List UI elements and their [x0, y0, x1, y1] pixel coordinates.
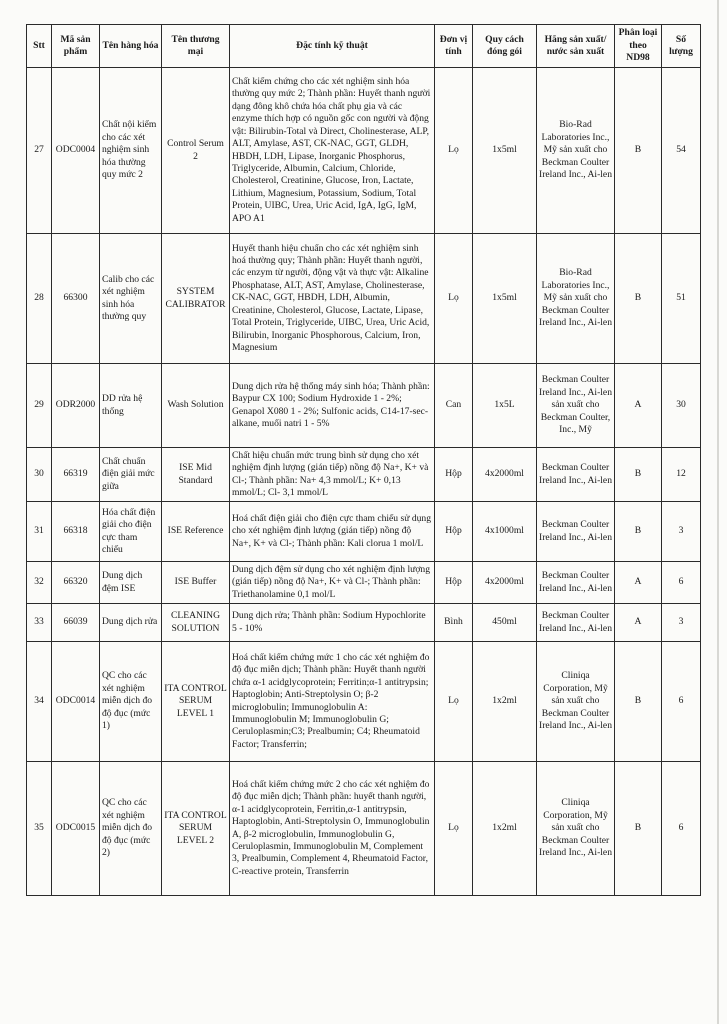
cell-trade: ISE Buffer — [162, 562, 230, 604]
cell-spec: Dung dịch rửa; Thành phần: Sodium Hypochlorite 5 - 10% — [230, 604, 435, 642]
cell-spec: Hoá chất kiểm chứng mức 2 cho các xét nghiệm đo độ đục miễn dịch; Thành phần: huyết thanh người, α-1 acidglycoprotein, Ferritin,α-1 antitrypsin, Haptoglobin, Anti-Streptolysin O, Immunoglobulin A, β-2 microglobulin, Immunoglobulin G, Ceruloplasmin, Immunoglobulin M, Complement 3, Prealbumin, Complement 4, Rheumatoid Factor, C-reactive protein, Transferrin — [230, 762, 435, 896]
header-spec: Đặc tính kỹ thuật — [230, 25, 435, 68]
table-row — [27, 762, 701, 896]
header-code: Mã sản phẩm — [52, 25, 100, 68]
cell-qty: 6 — [662, 562, 701, 604]
cell-maker: Beckman Coulter Ireland Inc., Ai-len — [537, 502, 615, 562]
cell-unit: Can — [435, 364, 473, 448]
cell-maker: Bio-Rad Laboratories Inc., Mỹ sản xuất cho Beckman Coulter Ireland Inc., Ai-len — [537, 234, 615, 364]
cell-maker: Beckman Coulter Ireland Inc., Ai-len — [537, 448, 615, 502]
header-name: Tên hàng hóa — [100, 25, 162, 68]
table-row — [27, 562, 701, 604]
header-unit: Đơn vị tính — [435, 25, 473, 68]
cell-name: Hóa chất điện giải cho điện cực tham chiếu — [100, 502, 162, 562]
cell-qty: 3 — [662, 604, 701, 642]
cell-code: 66319 — [52, 448, 100, 502]
cell-name: QC cho các xét nghiệm miễn dịch đo độ đục (mức 1) — [100, 642, 162, 762]
cell-code: ODC0015 — [52, 762, 100, 896]
cell-pack: 1x5L — [473, 364, 537, 448]
cell-class: B — [615, 68, 662, 234]
table-row — [27, 68, 701, 234]
cell-unit: Lọ — [435, 68, 473, 234]
table-row — [27, 448, 701, 502]
header-stt: Stt — [27, 25, 52, 68]
cell-pack: 4x1000ml — [473, 502, 537, 562]
cell-class: A — [615, 562, 662, 604]
cell-name: Chất nội kiểm cho các xét nghiệm sinh hóa thường quy mức 2 — [100, 68, 162, 234]
cell-class: B — [615, 642, 662, 762]
cell-trade: SYSTEM CALIBRATOR — [162, 234, 230, 364]
cell-maker: Beckman Coulter Ireland Inc., Ai-len — [537, 562, 615, 604]
cell-trade: ISE Mid Standard — [162, 448, 230, 502]
cell-stt: 34 — [27, 642, 52, 762]
cell-spec: Huyết thanh hiệu chuẩn cho các xét nghiệm sinh hoá thường quy; Thành phần: Huyết thanh người, các enzym từ người, động vật và thực vật: Alkaline Phosphatase, ALT, AST, Amylase, Cholinesterase, CK-NAC, GGT, HBDH, LDH, Albumin, Creatinine, Cholesterol, Glucose, Lactate, Lipase, Total Protein, Triglyceride, UIBC, Urea, Uric Acid, Bilirubin, Inorganic Phosphorous, Calcium, Iron, Magnesium — [230, 234, 435, 364]
cell-trade: ITA CONTROL SERUM LEVEL 2 — [162, 762, 230, 896]
cell-name: Dung dịch rửa — [100, 604, 162, 642]
table-row — [27, 234, 701, 364]
cell-trade: CLEANING SOLUTION — [162, 604, 230, 642]
cell-stt: 30 — [27, 448, 52, 502]
cell-pack: 450ml — [473, 604, 537, 642]
header-maker: Hãng sản xuất/ nước sản xuất — [537, 25, 615, 68]
cell-qty: 3 — [662, 502, 701, 562]
header-pack: Quy cách đóng gói — [473, 25, 537, 68]
cell-code: 66318 — [52, 502, 100, 562]
cell-name: Chất chuẩn điện giải mức giữa — [100, 448, 162, 502]
cell-spec: Chất kiểm chứng cho các xét nghiệm sinh hóa thường quy mức 2; Thành phần: Huyết thanh người dạng đông khô chứa hóa chất phụ gia và các enzyme thích hợp có nguồn gốc con người và động vật: Bilirubin-Total và Direct, Cholinesterase, ALP, ALT, Amylase, AST, CK-NAC, GGT, GLDH, HBDH, LDH, Lipase, Inorganic Phosphorus, Triglyceride, Albumin, Calcium, Chloride, Cholesterol, Creatinine, Glucose, Iron, Lactate, Lithium, Magnesium, Potassium, Sodium, Total Protein, UIBC, Urea, Uric Acid, IgA, IgG, IgM, APO A1 — [230, 68, 435, 234]
header-row — [27, 25, 701, 68]
cell-qty: 51 — [662, 234, 701, 364]
cell-qty: 54 — [662, 68, 701, 234]
cell-unit: Bình — [435, 604, 473, 642]
cell-stt: 29 — [27, 364, 52, 448]
cell-maker: Cliniqa Corporation, Mỹ sản xuất cho Beckman Coulter Ireland Inc., Ai-len — [537, 642, 615, 762]
table-row — [27, 642, 701, 762]
table-row — [27, 364, 701, 448]
cell-stt: 27 — [27, 68, 52, 234]
cell-class: B — [615, 448, 662, 502]
cell-pack: 4x2000ml — [473, 562, 537, 604]
cell-spec: Dung dịch đệm sử dụng cho xét nghiệm định lượng (gián tiếp) nồng độ Na+, K+ và Cl-; Thành phần: Triethanolamine 0,1 mol/L — [230, 562, 435, 604]
table-row — [27, 502, 701, 562]
cell-class: B — [615, 502, 662, 562]
cell-trade: Wash Solution — [162, 364, 230, 448]
cell-class: B — [615, 762, 662, 896]
header-trade: Tên thương mại — [162, 25, 230, 68]
cell-spec: Hoá chất điện giải cho điện cực tham chiếu sử dụng cho xét nghiệm định lượng (gián tiếp) nồng độ Na+, K+ và Cl-; Thành phần: Kali clorua 1 mol/L — [230, 502, 435, 562]
cell-name: QC cho các xét nghiệm miễn dịch đo độ đục (mức 2) — [100, 762, 162, 896]
cell-qty: 12 — [662, 448, 701, 502]
table-row — [27, 604, 701, 642]
cell-spec: Chất hiệu chuẩn mức trung bình sử dụng cho xét nghiệm định lượng (gián tiếp) nồng độ Na+, K+ và Cl-; Thành phần: Na+ 4,3 mmol/L; K+ 0,13 mmol/L; Cl- 3,1 mmol/L — [230, 448, 435, 502]
cell-pack: 1x5ml — [473, 234, 537, 364]
cell-trade: ISE Reference — [162, 502, 230, 562]
cell-code: 66039 — [52, 604, 100, 642]
cell-name: Dung dịch đệm ISE — [100, 562, 162, 604]
cell-spec: Hoá chất kiểm chứng mức 1 cho các xét nghiệm đo độ đục miễn dịch; Thành phần: Huyết thanh người chứa α-1 acidglycoprotein; Ferritin;α-1 antitrypsin; Haptoglobin; Anti-Streptolysin O; β-2 microglobulin; Immunoglobulin A: Immunoglobulin M; Immunoglobulin G; Ceruloplasmin;C3; Prealbumin; C4; Rheumatoid Factor; Transferrin; — [230, 642, 435, 762]
header-qty: Số lượng — [662, 25, 701, 68]
cell-unit: Lọ — [435, 642, 473, 762]
page-edge — [717, 0, 719, 1024]
header-class: Phân loại theo ND98 — [615, 25, 662, 68]
cell-maker: Beckman Coulter Ireland Inc., Ai-len — [537, 604, 615, 642]
cell-pack: 1x5ml — [473, 68, 537, 234]
cell-name: Calib cho các xét nghiệm sinh hóa thường quy — [100, 234, 162, 364]
cell-trade: Control Serum 2 — [162, 68, 230, 234]
cell-code: 66320 — [52, 562, 100, 604]
cell-stt: 32 — [27, 562, 52, 604]
cell-stt: 28 — [27, 234, 52, 364]
cell-unit: Lọ — [435, 234, 473, 364]
cell-trade: ITA CONTROL SERUM LEVEL 1 — [162, 642, 230, 762]
product-table — [26, 24, 701, 896]
cell-pack: 1x2ml — [473, 642, 537, 762]
cell-maker: Bio-Rad Laboratories Inc., Mỹ sản xuất cho Beckman Coulter Ireland Inc., Ai-len — [537, 68, 615, 234]
cell-maker: Cliniqa Corporation, Mỹ sản xuất cho Beckman Coulter Ireland Inc., Ai-len — [537, 762, 615, 896]
cell-code: ODC0014 — [52, 642, 100, 762]
cell-stt: 35 — [27, 762, 52, 896]
cell-unit: Lọ — [435, 762, 473, 896]
cell-unit: Hộp — [435, 502, 473, 562]
cell-class: A — [615, 604, 662, 642]
cell-code: 66300 — [52, 234, 100, 364]
cell-stt: 33 — [27, 604, 52, 642]
cell-class: A — [615, 364, 662, 448]
cell-class: B — [615, 234, 662, 364]
cell-code: ODC0004 — [52, 68, 100, 234]
cell-qty: 6 — [662, 762, 701, 896]
cell-qty: 6 — [662, 642, 701, 762]
cell-name: DD rửa hệ thống — [100, 364, 162, 448]
cell-code: ODR2000 — [52, 364, 100, 448]
cell-stt: 31 — [27, 502, 52, 562]
cell-pack: 1x2ml — [473, 762, 537, 896]
cell-unit: Hộp — [435, 448, 473, 502]
cell-qty: 30 — [662, 364, 701, 448]
cell-unit: Hộp — [435, 562, 473, 604]
cell-maker: Beckman Coulter Ireland Inc., Ai-len sản xuất cho Beckman Coulter, Inc., Mỹ — [537, 364, 615, 448]
cell-pack: 4x2000ml — [473, 448, 537, 502]
cell-spec: Dung dịch rửa hệ thống máy sinh hóa; Thành phần: Baypur CX 100; Sodium Hydroxide 1 - 2%; Genapol X080 1 - 2%; Sulfonic acids, C14-17-sec-alkane, muối natri 1 - 5% — [230, 364, 435, 448]
